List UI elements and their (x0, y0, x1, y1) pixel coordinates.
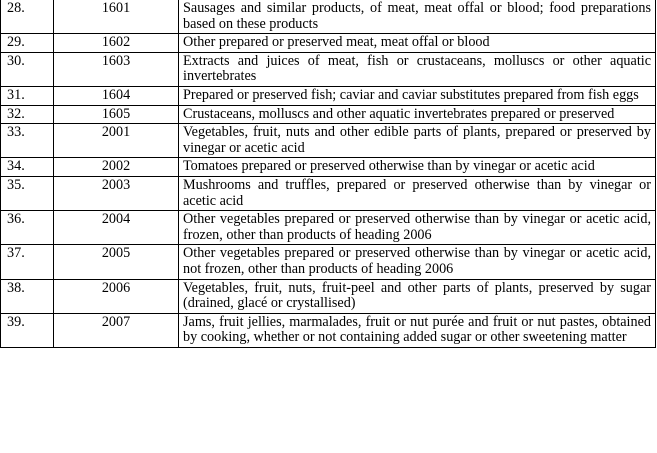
heading-code-cell: 1605 (54, 105, 179, 124)
serial-number-cell: 31. (1, 86, 54, 105)
description-cell: Other vegetables prepared or preserved otherwise than by vinegar or acetic acid, not frozen, other than products of heading 2006 (179, 245, 656, 279)
description-cell: Prepared or preserved fish; caviar and caviar substitutes prepared from fish eggs (179, 86, 656, 105)
description-cell: Tomatoes prepared or preserved otherwise than by vinegar or acetic acid (179, 158, 656, 177)
serial-number-cell: 38. (1, 279, 54, 313)
table-row (1, 211, 656, 245)
table-row (1, 245, 656, 279)
serial-number-cell: 33. (1, 124, 54, 158)
heading-code-cell: 2007 (54, 313, 179, 347)
heading-code-cell: 2001 (54, 124, 179, 158)
serial-number-cell: 39. (1, 313, 54, 347)
heading-code-cell: 2002 (54, 158, 179, 177)
serial-number-cell: 29. (1, 34, 54, 53)
table-row (1, 124, 656, 158)
description-cell: Vegetables, fruit, nuts and other edible parts of plants, prepared or preserved by vinegar or acetic acid (179, 124, 656, 158)
heading-code-cell: 2003 (54, 176, 179, 210)
table-row (1, 105, 656, 124)
description-cell: Extracts and juices of meat, fish or crustaceans, molluscs or other aquatic invertebrates (179, 52, 656, 86)
description-cell: Other prepared or preserved meat, meat offal or blood (179, 34, 656, 53)
serial-number-cell: 28. (1, 0, 54, 34)
description-cell: Mushrooms and truffles, prepared or preserved otherwise than by vinegar or acetic acid (179, 176, 656, 210)
serial-number-cell: 35. (1, 176, 54, 210)
description-cell: Vegetables, fruit, nuts, fruit-peel and other parts of plants, preserved by sugar (drained, glacé or crystallised) (179, 279, 656, 313)
description-cell: Crustaceans, molluscs and other aquatic invertebrates prepared or preserved (179, 105, 656, 124)
table-row (1, 158, 656, 177)
heading-code-cell: 2006 (54, 279, 179, 313)
serial-number-cell: 37. (1, 245, 54, 279)
table-row (1, 0, 656, 34)
description-cell: Other vegetables prepared or preserved otherwise than by vinegar or acetic acid, frozen, other than products of heading 2006 (179, 211, 656, 245)
heading-code-cell: 1602 (54, 34, 179, 53)
heading-code-cell: 1603 (54, 52, 179, 86)
heading-code-cell: 2004 (54, 211, 179, 245)
serial-number-cell: 32. (1, 105, 54, 124)
table-row (1, 86, 656, 105)
description-cell: Sausages and similar products, of meat, meat offal or blood; food preparations based on these products (179, 0, 656, 34)
serial-number-cell: 34. (1, 158, 54, 177)
table-row (1, 34, 656, 53)
table-row (1, 313, 656, 347)
table-row (1, 52, 656, 86)
table-row (1, 176, 656, 210)
serial-number-cell: 36. (1, 211, 54, 245)
serial-number-cell: 30. (1, 52, 54, 86)
table-row (1, 279, 656, 313)
heading-code-cell: 1604 (54, 86, 179, 105)
description-cell: Jams, fruit jellies, marmalades, fruit or nut purée and fruit or nut pastes, obtained by cooking, whether or not containing added sugar or other sweetening matter (179, 313, 656, 347)
heading-code-cell: 2005 (54, 245, 179, 279)
heading-code-cell: 1601 (54, 0, 179, 34)
